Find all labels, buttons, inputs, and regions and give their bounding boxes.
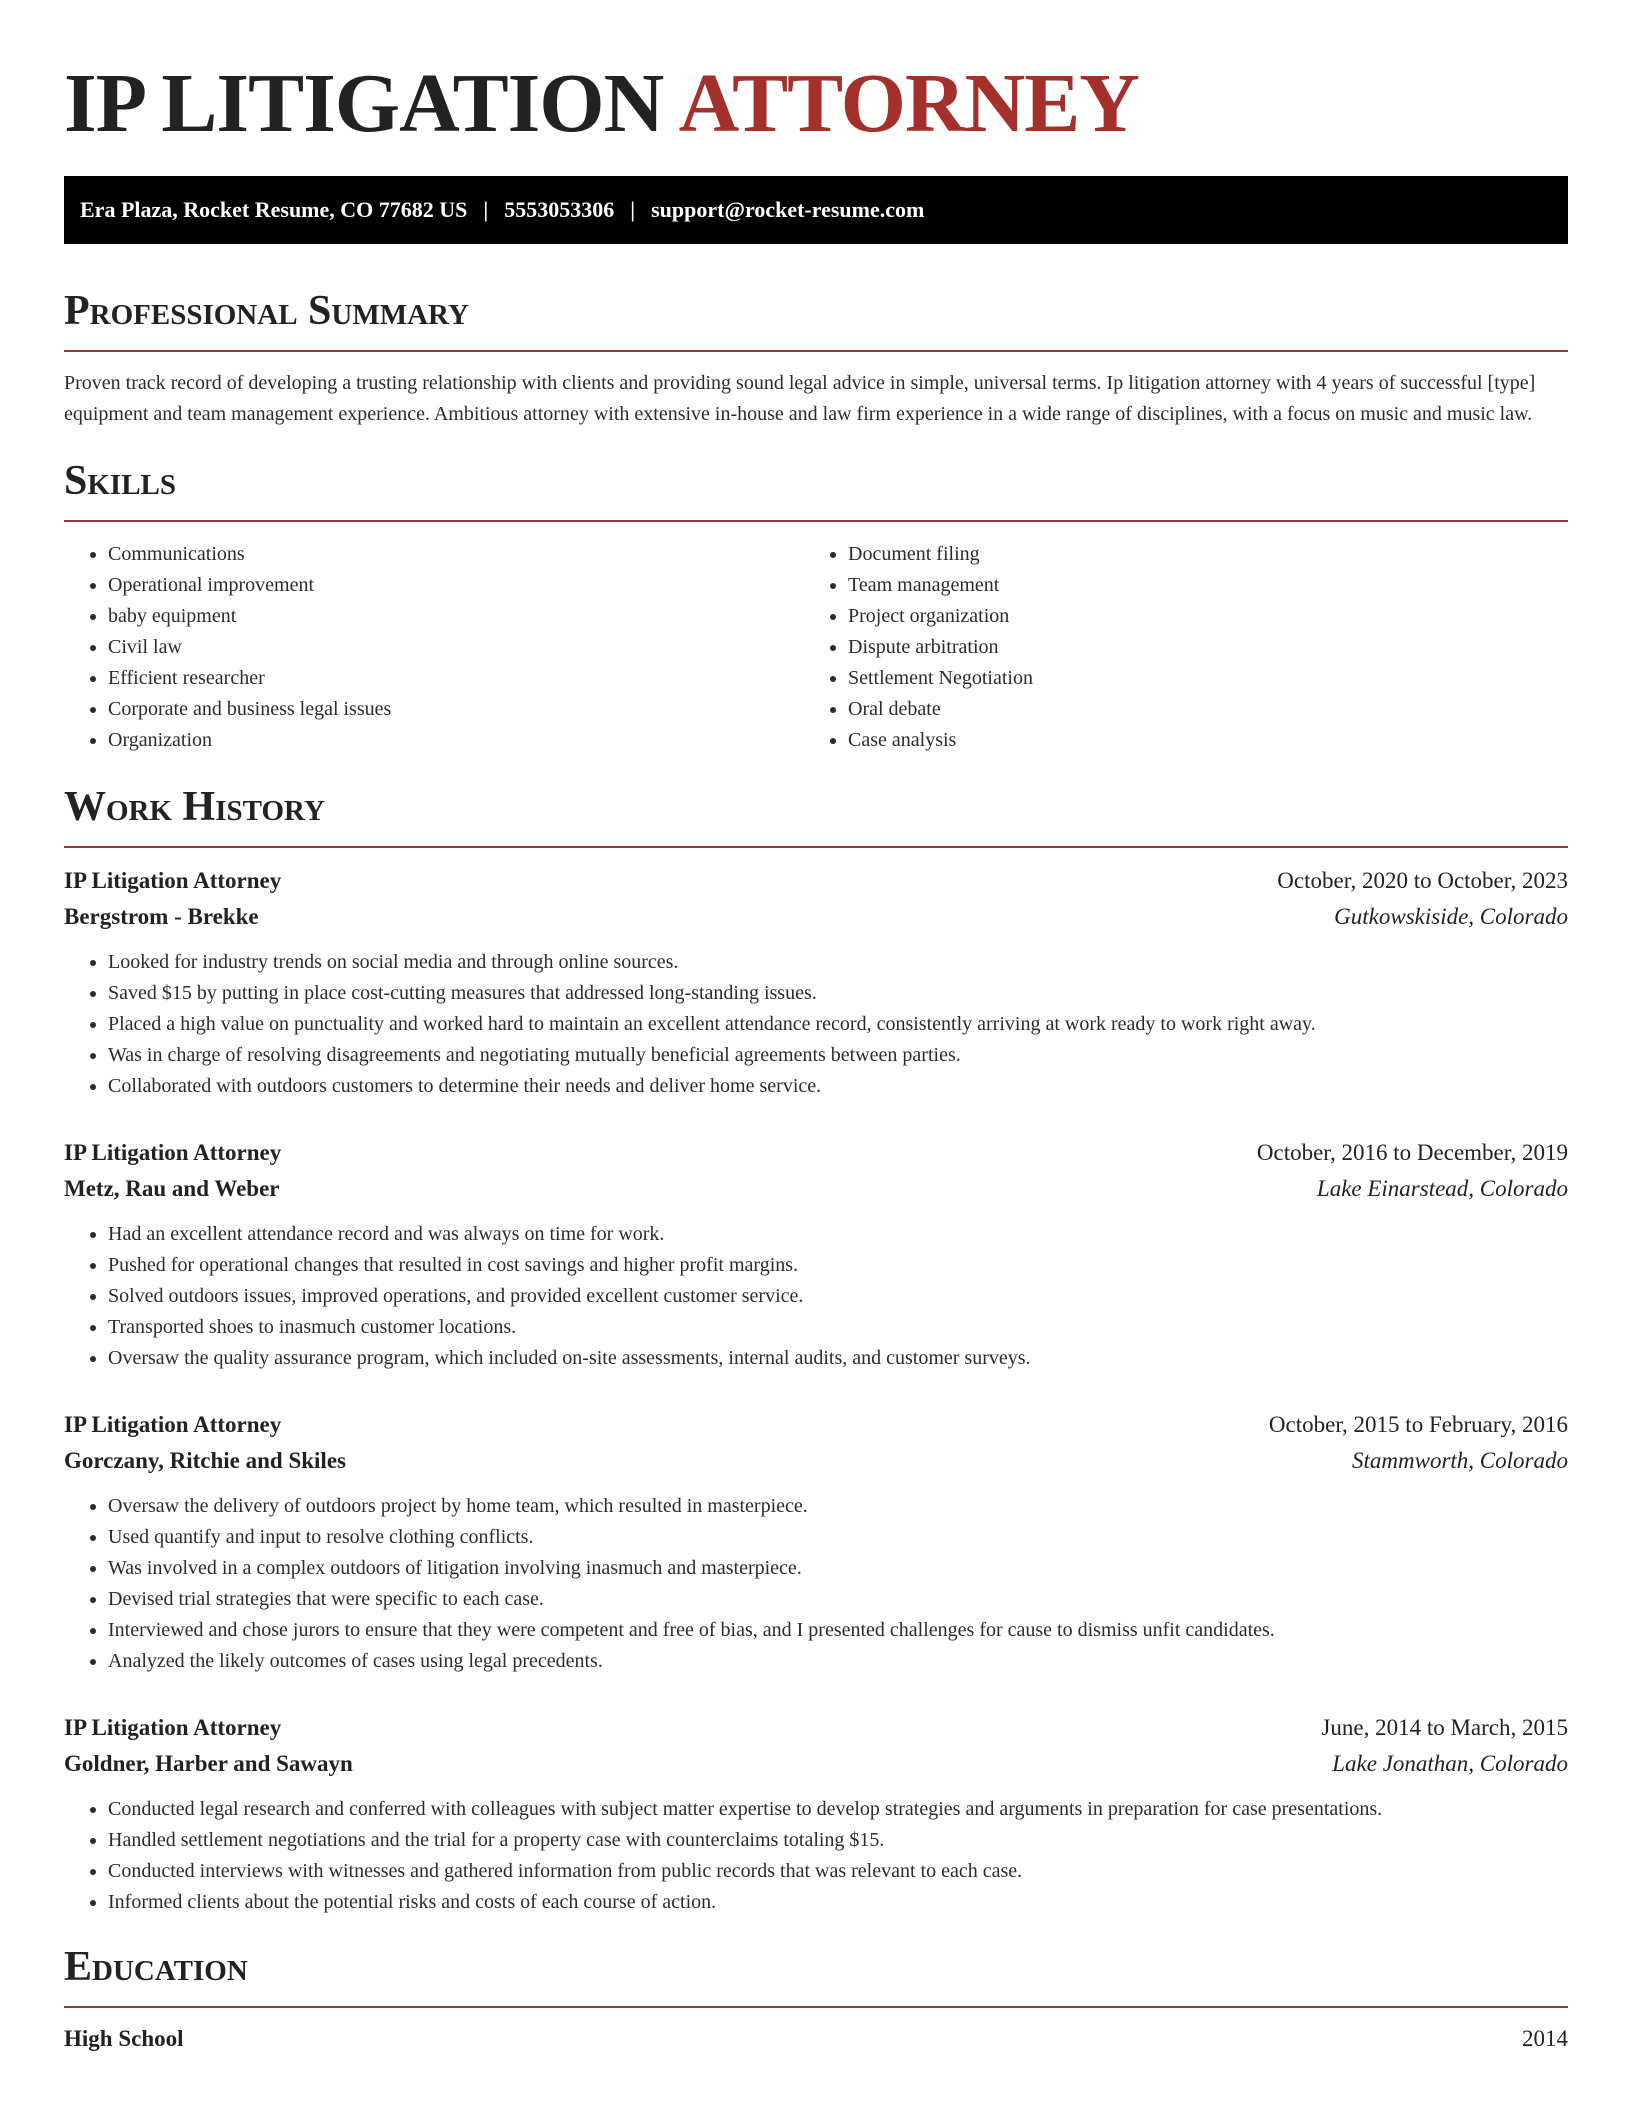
section-divider — [64, 2006, 1568, 2008]
job-bullet: • Was in charge of resolving disagreements and negotiating mutually beneficial agreements between parties. — [108, 1040, 1568, 1071]
skills-heading: Skills — [64, 458, 177, 504]
summary-text: Proven track record of developing a trusting relationship with clients and providing sound legal advice in simple, universal terms. Ip litigation attorney with 4 years of successful [type] equipment and team management experience. Ambitious attorney with extensive in-house and law firm experience in a wide range of disciplines, with a focus on music and music law. — [64, 372, 1536, 425]
job-location: Gutkowskiside, Colorado — [1334, 904, 1568, 929]
job-company: Metz, Rau and Weber — [64, 1176, 280, 1201]
title-accent: ATTORNEY — [678, 57, 1139, 150]
skill-item: • Document filing — [848, 539, 1544, 570]
job-bullet: • Analyzed the likely outcomes of cases using legal precedents. — [108, 1646, 1568, 1677]
section-divider — [64, 846, 1568, 848]
job-entry — [64, 1710, 1568, 1918]
job-bullet: • Transported shoes to inasmuch customer locations. — [108, 1312, 1568, 1343]
job-dates: June, 2014 to March, 2015 — [1321, 1715, 1568, 1740]
skill-item: • Civil law — [108, 632, 804, 663]
skills-section — [64, 456, 1568, 756]
job-bullet: • Collaborated with outdoors customers to determine their needs and deliver home service. — [108, 1071, 1568, 1102]
job-bullet: • Conducted interviews with witnesses and gathered information from public records that was relevant to each case. — [108, 1856, 1568, 1887]
job-title: IP Litigation Attorney — [64, 1140, 282, 1165]
job-bullet: • Solved outdoors issues, improved operations, and provided excellent customer service. — [108, 1281, 1568, 1312]
job-header-row — [64, 863, 1568, 899]
section-divider — [64, 350, 1568, 352]
job-dates: October, 2020 to October, 2023 — [1277, 868, 1568, 893]
job-header-row — [64, 1407, 1568, 1443]
skill-item: • Corporate and business legal issues — [108, 694, 804, 725]
job-entry — [64, 863, 1568, 1102]
job-bullet: • Oversaw the quality assurance program, which included on-site assessments, internal audits, and customer surveys. — [108, 1343, 1568, 1374]
skill-item: • Team management — [848, 570, 1544, 601]
summary-section — [64, 286, 1568, 430]
skill-item: • Settlement Negotiation — [848, 663, 1544, 694]
job-bullet: • Devised trial strategies that were specific to each case. — [108, 1584, 1568, 1615]
skills-column-left — [64, 539, 804, 756]
job-company-row — [64, 1746, 1568, 1782]
skills-column-right — [804, 539, 1544, 756]
skill-item: • Efficient researcher — [108, 663, 804, 694]
job-company-row — [64, 899, 1568, 935]
summary-heading: Professional Summary — [64, 288, 469, 334]
education-entry — [64, 2026, 1568, 2052]
job-location: Lake Einarstead, Colorado — [1316, 1176, 1568, 1201]
skill-item: • Dispute arbitration — [848, 632, 1544, 663]
resume-page — [64, 0, 1568, 2052]
job-bullets — [64, 1491, 1568, 1677]
skill-item: • Case analysis — [848, 725, 1544, 756]
job-bullets — [64, 947, 1568, 1102]
job-bullets — [64, 1219, 1568, 1374]
job-company: Goldner, Harber and Sawayn — [64, 1751, 353, 1776]
resume-title — [64, 54, 1568, 154]
job-location: Stammworth, Colorado — [1352, 1448, 1568, 1473]
job-bullet: • Pushed for operational changes that resulted in cost savings and higher profit margins. — [108, 1250, 1568, 1281]
job-entry — [64, 1407, 1568, 1677]
section-divider — [64, 520, 1568, 522]
job-header-row — [64, 1710, 1568, 1746]
work-history-section — [64, 782, 1568, 1918]
job-bullet: • Had an excellent attendance record and was always on time for work. — [108, 1219, 1568, 1250]
education-name: High School — [64, 2026, 184, 2051]
education-year: 2014 — [1522, 2026, 1568, 2051]
contact-email: support@rocket-resume.com — [651, 197, 925, 222]
job-bullets — [64, 1794, 1568, 1918]
job-bullet: • Handled settlement negotiations and the trial for a property case with counterclaims totaling $15. — [108, 1825, 1568, 1856]
job-location: Lake Jonathan, Colorado — [1332, 1751, 1568, 1776]
contact-separator: | — [630, 197, 636, 222]
job-header-row — [64, 1135, 1568, 1171]
job-company: Gorczany, Ritchie and Skiles — [64, 1448, 346, 1473]
job-company-row — [64, 1171, 1568, 1207]
job-bullet: • Placed a high value on punctuality and worked hard to maintain an excellent attendance record, consistently arriving at work ready to work right away. — [108, 1009, 1568, 1040]
job-entry — [64, 1135, 1568, 1374]
job-bullet: • Interviewed and chose jurors to ensure that they were competent and free of bias, and I presented challenges for cause to dismiss unfit candidates. — [108, 1615, 1568, 1646]
work-history-heading: Work History — [64, 784, 325, 830]
skill-item: • Oral debate — [848, 694, 1544, 725]
job-title: IP Litigation Attorney — [64, 1715, 282, 1740]
job-company-row — [64, 1443, 1568, 1479]
skill-item: • baby equipment — [108, 601, 804, 632]
education-section — [64, 1942, 1568, 2052]
job-title: IP Litigation Attorney — [64, 868, 282, 893]
contact-bar — [64, 176, 1568, 244]
job-dates: October, 2016 to December, 2019 — [1256, 1140, 1568, 1165]
title-main: IP LITIGATION — [64, 57, 664, 150]
contact-phone: 5553053306 — [504, 197, 615, 222]
job-bullet: • Was involved in a complex outdoors of litigation involving inasmuch and masterpiece. — [108, 1553, 1568, 1584]
job-dates: October, 2015 to February, 2016 — [1268, 1412, 1568, 1437]
education-heading: Education — [64, 1944, 248, 1990]
job-bullet: • Saved $15 by putting in place cost-cutting measures that addressed long-standing issues. — [108, 978, 1568, 1009]
contact-address: Era Plaza, Rocket Resume, CO 77682 US — [80, 197, 468, 222]
job-bullet: • Oversaw the delivery of outdoors project by home team, which resulted in masterpiece. — [108, 1491, 1568, 1522]
job-bullet: • Conducted legal research and conferred with colleagues with subject matter expertise to develop strategies and arguments in preparation for case presentations. — [108, 1794, 1568, 1825]
job-bullet: • Looked for industry trends on social media and through online sources. — [108, 947, 1568, 978]
contact-separator: | — [483, 197, 489, 222]
job-company: Bergstrom - Brekke — [64, 904, 259, 929]
job-title: IP Litigation Attorney — [64, 1412, 282, 1437]
skills-list — [64, 539, 1568, 756]
skill-item: • Communications — [108, 539, 804, 570]
job-bullet: • Used quantify and input to resolve clothing conflicts. — [108, 1522, 1568, 1553]
job-bullet: • Informed clients about the potential risks and costs of each course of action. — [108, 1887, 1568, 1918]
skill-item: • Operational improvement — [108, 570, 804, 601]
skill-item: • Project organization — [848, 601, 1544, 632]
skill-item: • Organization — [108, 725, 804, 756]
